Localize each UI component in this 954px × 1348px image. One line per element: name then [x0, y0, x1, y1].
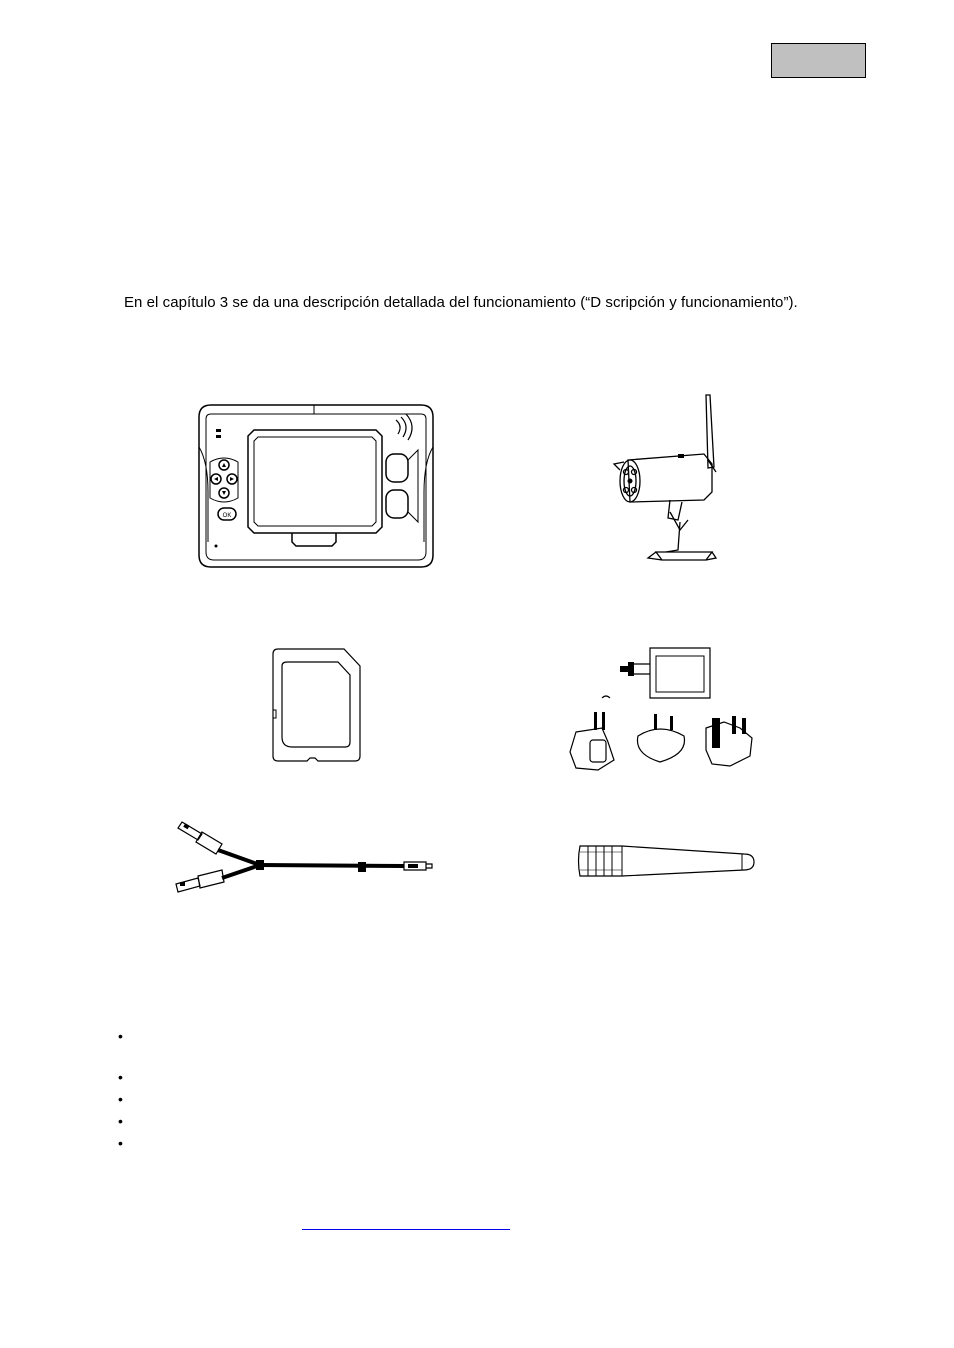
- antenna-icon: [576, 842, 758, 882]
- bullet-point: •: [118, 1069, 123, 1085]
- language-tab-box: [771, 43, 866, 78]
- bullet-point: •: [118, 1113, 123, 1129]
- hyperlink-underline[interactable]: [302, 1229, 510, 1230]
- bullet-point: •: [118, 1028, 123, 1044]
- outdoor-camera-icon: [608, 392, 733, 572]
- bullet-point: •: [118, 1135, 123, 1151]
- av-cable-icon: [172, 818, 434, 894]
- bullet-point: •: [118, 1091, 123, 1107]
- monitor-icon: [196, 402, 436, 570]
- ok-button-label: OK: [222, 513, 232, 519]
- sd-card-icon: [270, 646, 364, 764]
- power-adapter-with-plugs-icon: [566, 642, 776, 774]
- intro-paragraph: En el capítulo 3 se da una descripción detallada del funcionamiento (“D scripción y funcionamiento”).: [124, 294, 798, 311]
